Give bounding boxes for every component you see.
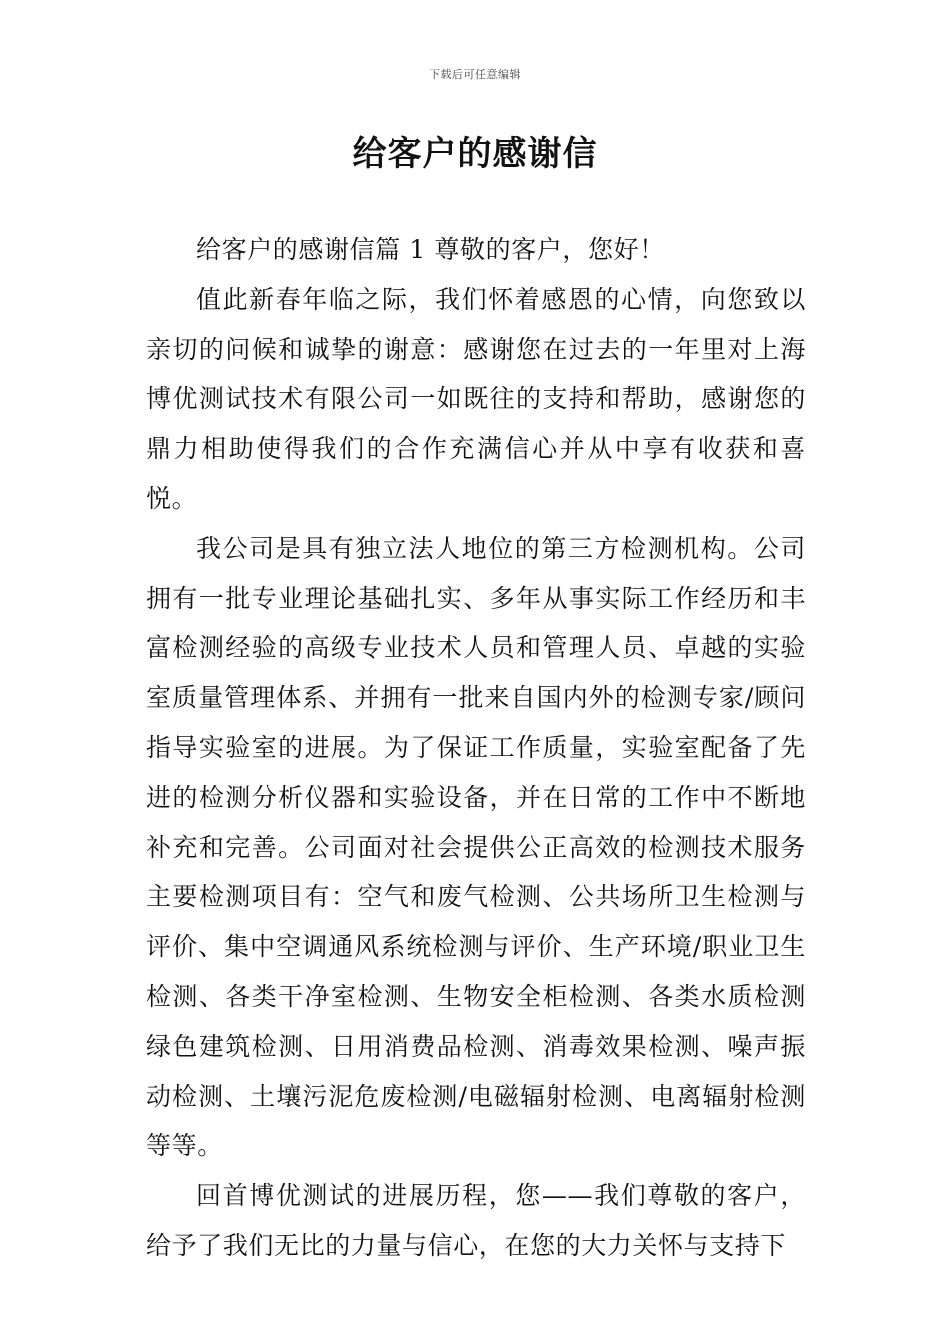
header-note: 下载后可任意编辑 xyxy=(429,68,521,81)
document-title: 给客户的感谢信 xyxy=(352,134,598,174)
paragraph-greeting: 给客户的感谢信篇 1 尊敬的客户，您好！ xyxy=(196,235,665,264)
paragraph-thanks: 值此新春年临之际，我们怀着感恩的心情，向您致以亲切的问候和诚挚的谢意：感谢您在过去的一年里对上海博优测试技术有限公司一如既往的支持和帮助，感谢您的鼎力相助使得我们的合作充满信心并从中享有收获和喜悦。 xyxy=(146,284,806,513)
paragraph-history: 回首博优测试的进展历程，您——我们尊敬的客户，给予了我们无比的力量与信心，在您的大力关怀与支持下 xyxy=(146,1181,806,1260)
paragraph-company-intro: 我公司是具有独立法人地位的第三方检测机构。公司拥有一批专业理论基础扎实、多年从事实际工作经历和丰富检测经验的高级专业技术人员和管理人员、卓越的实验室质量管理体系、并拥有一批来自国内外的检测专家/顾问指导实验室的进展。为了保证工作质量，实验室配备了先进的检测分析仪器和实验设备，并在日常的工作中不断地补充和完善。公司面对社会提供公正高效的检测技术服务主要检测项目有：空气和废气检测、公共场所卫生检测与评价、集中空调通风系统检测与评价、生产环境/职业卫生检测、各类干净室检测、生物安全柜检测、各类水质检测绿色建筑检测、日用消费品检测、消毒效果检测、噪声振动检测、土壤污泥危废检测/电磁辐射检测、电离辐射检测等等。 xyxy=(146,533,806,1161)
document-body xyxy=(146,225,806,1271)
